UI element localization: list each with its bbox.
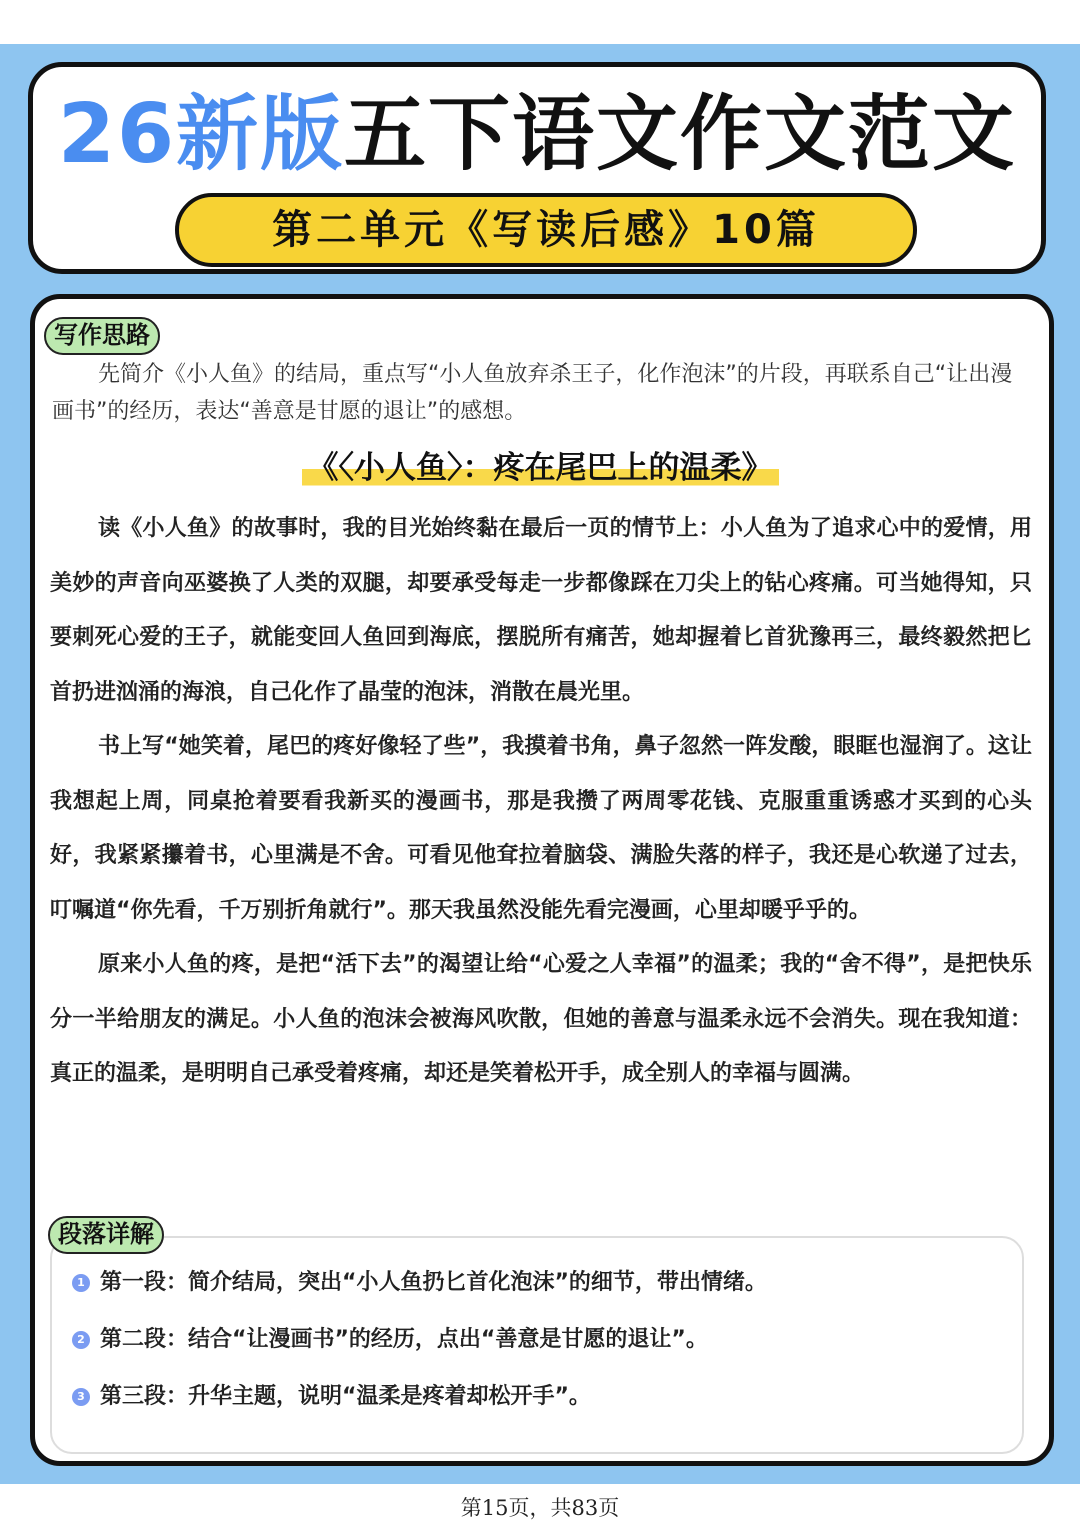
- detail-item: [72, 1325, 708, 1355]
- essay-title: 《〈小人鱼〉：疼在尾巴上的温柔》: [302, 446, 779, 490]
- detail-item: [72, 1268, 767, 1298]
- detail-item-text: 第一段：简介结局，突出“小人鱼扔匕首化泡沫”的细节，带出情绪。: [100, 1270, 767, 1295]
- detail-item: [72, 1382, 591, 1412]
- essay-paragraph-3: 原来小人鱼的疼，是把“活下去”的渴望让给“心爱之人幸福”的温柔；我的“舍不得”，是把快乐分一半给朋友的满足。小人鱼的泡沫会被海风吹散，但她的善意与温柔永远不会消失。现在我知道：真正的温柔，是明明自己承受着疼痛，却还是笑着松开手，成全别人的幸福与圆满。: [50, 952, 1032, 1086]
- essay-paragraph-1: 读《小人鱼》的故事时，我的目光始终黏在最后一页的情节上：小人鱼为了追求心中的爱情，用美妙的声音向巫婆换了人类的双腿，却要承受每走一步都像踩在刀尖上的钻心疼痛。可当她得知，只要刺死心爱的王子，就能变回人鱼回到海底，摆脱所有痛苦，她却握着匕首犹豫再三，最终毅然把匕首扔进汹涌的海浪，自己化作了晶莹的泡沫，消散在晨光里。: [50, 516, 1032, 705]
- number-badge-icon: 1: [72, 1274, 90, 1292]
- page-number: 第15页，共83页: [460, 1496, 620, 1520]
- detail-item-text: 第三段：升华主题，说明“温柔是疼着却松开手”。: [100, 1384, 591, 1409]
- essay-paragraph-2: 书上写“她笑着，尾巴的疼好像轻了些”，我摸着书角，鼻子忽然一阵发酸，眼眶也湿润了。这让我想起上周，同桌抢着要看我新买的漫画书，那是我攒了两周零花钱、克服重重诱惑才买到的心头好，我紧紧攥着书，心里满是不舍。可看见他耷拉着脑袋、满脸失落的样子，我还是心软递了过去，叮嘱道“你先看，千万别折角就行”。那天我虽然没能先看完漫画，心里却暖乎乎的。: [50, 734, 1032, 923]
- essay-title-wrap: [0, 446, 1080, 490]
- number-badge-icon: 2: [72, 1331, 90, 1349]
- main-title: [33, 85, 1041, 185]
- number-badge-icon: 3: [72, 1388, 90, 1406]
- subtitle-pill: 第二单元《写读后感》10篇: [175, 193, 917, 267]
- title-rest: 五下语文作文范文: [344, 87, 1017, 182]
- title-highlight: 26新版: [57, 87, 345, 182]
- thinking-text: 先简介《小人鱼》的结局，重点写“小人鱼放弃杀王子，化作泡沫”的片段，再联系自己“让出漫画书”的经历，表达“善意是甘愿的退让”的感想。: [52, 362, 1013, 424]
- essay-body: [50, 502, 1032, 1102]
- title-card: [28, 62, 1046, 274]
- detail-item-text: 第二段：结合“让漫画书”的经历，点出“善意是甘愿的退让”。: [100, 1327, 708, 1352]
- detail-tag: 段落详解: [48, 1216, 164, 1254]
- thinking-tag: 写作思路: [44, 317, 160, 355]
